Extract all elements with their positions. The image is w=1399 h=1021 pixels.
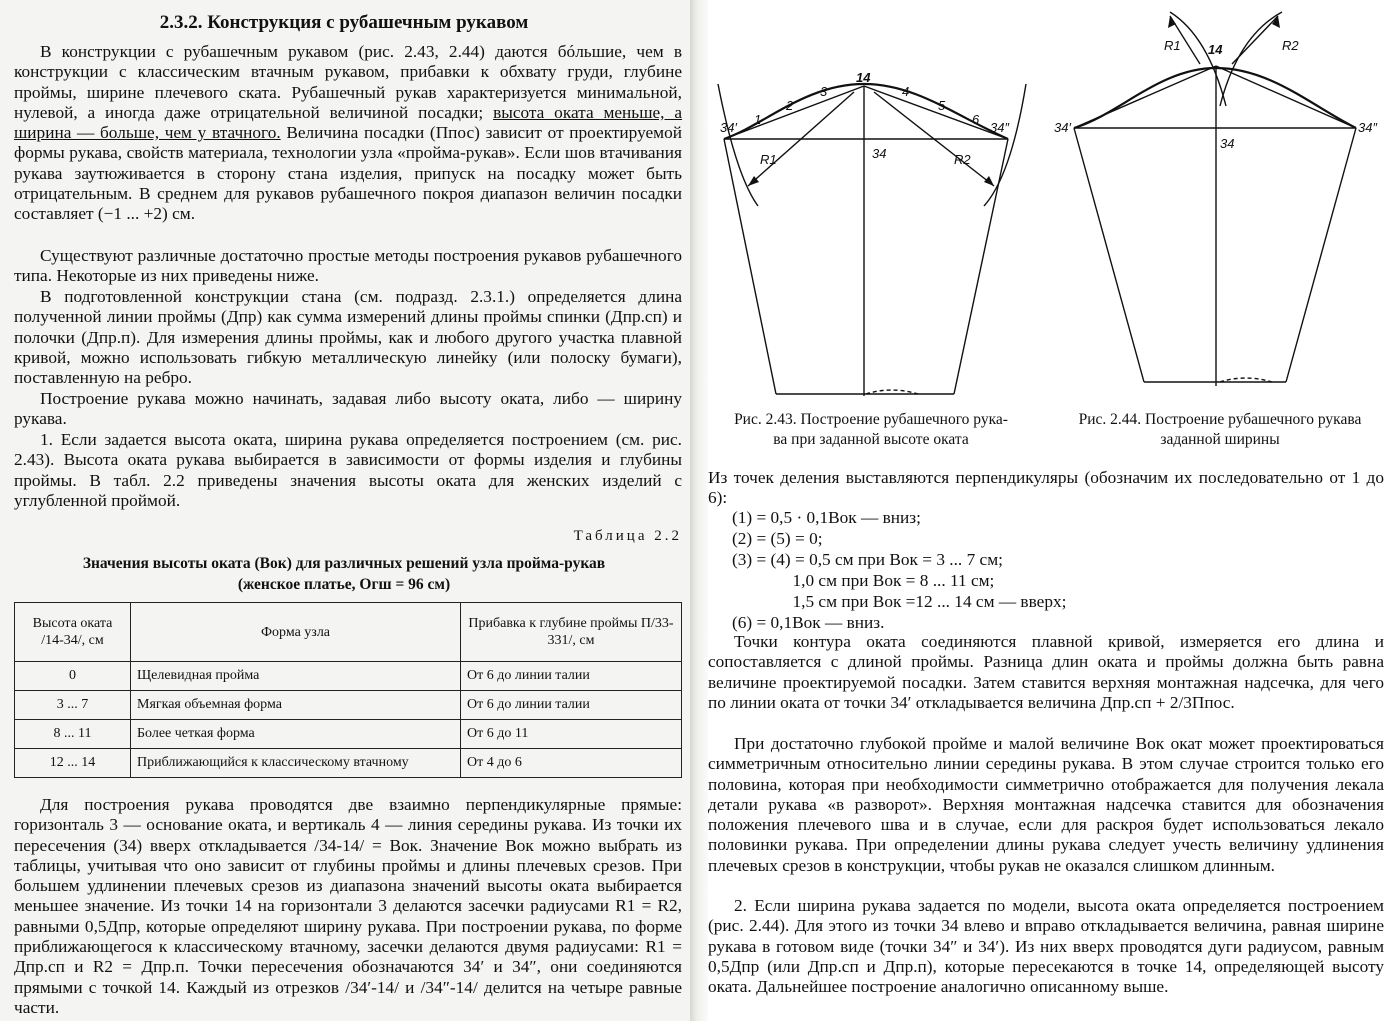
- paragraph-6: Для построения рукава проводятся две взаимно перпендикулярные прямые: горизонталь 3 — основание оката, и вертикаль 4 — линия середины рукава. Из точки их пересечения (34) вверх откладывается /34-14/ = Вок. Значение Вок можно выбрать из таблицы, учитывая что оно зависит от глубины проймы и длины плечевых срезов. При большем удлинении плечевых срезов из диапазона значений высоты оката выбирается меньшее значение. Из точки 14 на горизонтали 3 делаются засечки радиусами R1 = R2, равными 0,5Дпр, которые определяют ширину рукава. При построении рукава, по форме приближающегося к классическому втачному, засечки делаются двумя радиусами: R1 = Дпр.сп и R2 = Дпр.п. Точки пересечения обозначаются 34′ и 34″, они соединяются прямыми с точкой 14. Каждый из отрезков /34′-14/ и /34″-14/ делится на четыре равные части.: [14, 795, 682, 1017]
- arc-from-left: [1220, 12, 1282, 106]
- paragraph-2: Существуют различные достаточно простые методы построения рукавов рубашечного типа. Некоторые из них приведены ниже.: [14, 246, 682, 286]
- table-cell: 12 ... 14: [15, 749, 131, 778]
- table-cell: 0: [15, 662, 131, 691]
- right-paragraph-2: Точки контура оката соединяются плавной кривой, измеряется его длина и сопоставляется с длиной проймы. Разница длин оката и проймы должна быть равна величине проектируемой посадки. Затем ставится верхняя монтажная надсечка, для чего по линии оката от точки 34′ откладывается величина Дпр.сп + 2/3Ппос.: [708, 632, 1384, 712]
- section-title: 2.3.2. Конструкция с рубашечным рукавом: [159, 12, 529, 33]
- fig1-caption-line2: ва при заданной высоте оката: [773, 431, 969, 448]
- line-34pp-14: [1216, 66, 1356, 128]
- arc-right: [984, 84, 1026, 206]
- intro-text-a: В конструкции с рубашечным рукавом (рис. 2.43, 2.44) даются бóльшие, чем в конструкции с классическим втачным рукавом, прибавки к обхвату груди, глубине проймы, ширине плечевого ската. Рубашечный рукав характеризуется минимальной, нулевой, а иногда даже отрицательной величиной посадки;: [14, 42, 682, 122]
- table-row: [15, 749, 682, 778]
- side-right: [954, 139, 1008, 394]
- label-34p: 34′: [720, 120, 737, 135]
- table-cell: От 4 до 6: [461, 749, 682, 778]
- label-r2: R2: [1282, 38, 1299, 53]
- label-r1: R1: [760, 152, 777, 167]
- figure-2-43-caption: [706, 410, 1036, 450]
- side-right: [1286, 128, 1356, 382]
- formula-line: 1,5 см при Вок =12 ... 14 см — вверх;: [732, 592, 1067, 611]
- right-paragraph-4: 2. Если ширина рукава задается по модели, высота оката определяется построением (рис. 2.44). Для этого из точки 34 влево и вправо откладывается величина, равная ширине рукава в готовом виде (точки 34″ и 34′). Из них вверх проводятся дуги радиусом, равным 0,5Дпр (или Дпр.сп и Дпр.п), которые пересекаются в точке 14, определяющей высоту оката. Дальнейшее построение аналогично описанному выше.: [708, 896, 1384, 997]
- arrow-r2: [984, 176, 994, 186]
- intro-paragraph: [14, 42, 682, 225]
- table-row: [15, 662, 682, 691]
- figure-2-44-caption: [1050, 410, 1390, 450]
- label-4: 4: [902, 84, 910, 99]
- right-paragraph-3: При достаточно глубокой пройме и малой величине Вок окат может проектироваться симметричным относительно линии середины рукава. В этом случае строится только его половина, которая при необходимости симметрично отображается для получения лекала детали рукава «в разворот». Верхняя монтажная надсечка ставится для обозначения положения плечевого шва и в случае, если для раскроя будет использоваться лекало половинки рукава. При определении длины рукава следует учесть величину удлинения плечевых срезов в конструкции, чтобы рукав не оказался слишком длинным.: [708, 734, 1384, 875]
- table-cell: От 6 до 11: [461, 720, 682, 749]
- table-cell: 8 ... 11: [15, 720, 131, 749]
- arc-left: [718, 84, 758, 206]
- table-cell: От 6 до линии талии: [461, 662, 682, 691]
- figure-2-43: [706, 6, 1036, 406]
- cap-curve: [724, 84, 1008, 139]
- line-34pp-14: [864, 86, 1008, 139]
- right-paragraph-1: Из точек деления выставляются перпендикуляры (обозначим их последовательно от 1 до 6):: [708, 468, 1384, 508]
- table-row: [15, 691, 682, 720]
- fig2-caption-line2: заданной ширины: [1160, 431, 1280, 448]
- table-cell: Мягкая объемная форма: [131, 691, 461, 720]
- fig1-caption-line1: Рис. 2.43. Построение рубашечного рука-: [734, 411, 1008, 428]
- label-34pp: 34″: [990, 120, 1010, 135]
- figure-2-44: [1050, 6, 1390, 406]
- label-34p: 34′: [1054, 120, 1071, 135]
- table-cell: 3 ... 7: [15, 691, 131, 720]
- formula-line: (2) = (5) = 0;: [732, 529, 823, 548]
- table-header-form: Форма узла: [131, 603, 461, 662]
- table-title: [14, 553, 674, 595]
- formula-line: 1,0 см при Вок = 8 ... 11 см;: [732, 571, 995, 590]
- arc-from-right: [1170, 12, 1226, 106]
- table-title-line1: Значения высоты оката (Вок) для различных решений узла пройма-рукав: [82, 555, 606, 572]
- table-title-line2: (женское платье, Огш = 96 см): [237, 576, 451, 593]
- table-header-row: [15, 603, 682, 662]
- data-table: [14, 602, 682, 778]
- formulas-block: [732, 507, 1066, 633]
- label-r1: R1: [1164, 38, 1181, 53]
- formula-line: (3) = (4) = 0,5 см при Вок = 3 ... 7 см;: [732, 550, 1003, 569]
- paragraph-4: Построение рукава можно начинать, задавая либо высоту оката, либо — ширину рукава.: [14, 389, 682, 429]
- label-5: 5: [938, 98, 946, 113]
- table-header-allowance: Прибавка к глубине проймы П/33-331/, см: [461, 603, 682, 662]
- label-14: 14: [1208, 42, 1223, 57]
- label-6: 6: [972, 112, 980, 127]
- formula-line: (6) = 0,1Вок — вниз.: [732, 613, 885, 632]
- label-1: 1: [754, 112, 762, 127]
- table-cell: Приближающийся к классическому втачному: [131, 749, 461, 778]
- side-left: [724, 139, 776, 394]
- intro-text-b: Величина посадки (Ппос) зависит от проектируемой формы рукава, свойств материала, технологии узла «пройма-рукав». Если шов втачивания рукава заутюживается в сторону стана изделия, припуск на посадку может быть отрицательным. В среднем для рукавов рубашечного покроя диапазон величин посадки составляет (−1 ... +2) см.: [14, 123, 682, 224]
- label-14: 14: [856, 70, 871, 85]
- label-34: 34: [1220, 136, 1235, 151]
- radius-r2: [1232, 16, 1278, 64]
- table-cell: Щелевидная пройма: [131, 662, 461, 691]
- table-caption: Таблица 2.2: [573, 528, 682, 544]
- fig2-caption-line1: Рис. 2.44. Построение рубашечного рукава: [1078, 411, 1362, 428]
- label-34: 34: [872, 146, 887, 161]
- side-left: [1074, 128, 1144, 382]
- table-row: [15, 720, 682, 749]
- paragraph-5: 1. Если задается высота оката, ширина рукава определяется построением (см. рис. 2.43). Высота оката рукава выбирается в зависимости от формы изделия и глубины проймы. В табл. 2.2 приведены значения высоты оката для женских изделий с углубленной проймой.: [14, 430, 682, 510]
- label-r2: R2: [954, 152, 971, 167]
- arrow-r1: [1168, 16, 1176, 28]
- formula-line: (1) = 0,5 · 0,1Вок — вниз;: [732, 508, 921, 527]
- label-2: 2: [786, 98, 794, 113]
- table-header-height: Высота оката /14-34/, см: [15, 603, 131, 662]
- label-34pp: 34″: [1358, 120, 1378, 135]
- table-cell: Более четкая форма: [131, 720, 461, 749]
- line-34p-14: [724, 86, 864, 139]
- cap-curve: [1074, 68, 1356, 128]
- intro-underlined: высота оката меньше, а ширина — больше, чем у втачного.: [14, 102, 682, 143]
- paragraph-3: В подготовленной конструкции стана (см. подразд. 2.3.1.) определяется длина полученной линии проймы (Дпр) как сумма измерений длины проймы спинки (Дпр.сп) и полочки (Дпр.п). Для измерения длины проймы, как и любого другого участка плавной кривой, можно использовать гибкую металлическую линейку (или полоску бумаги), поставленную на ребро.: [14, 287, 682, 388]
- table-cell: От 6 до линии талии: [461, 691, 682, 720]
- label-3: 3: [820, 84, 828, 99]
